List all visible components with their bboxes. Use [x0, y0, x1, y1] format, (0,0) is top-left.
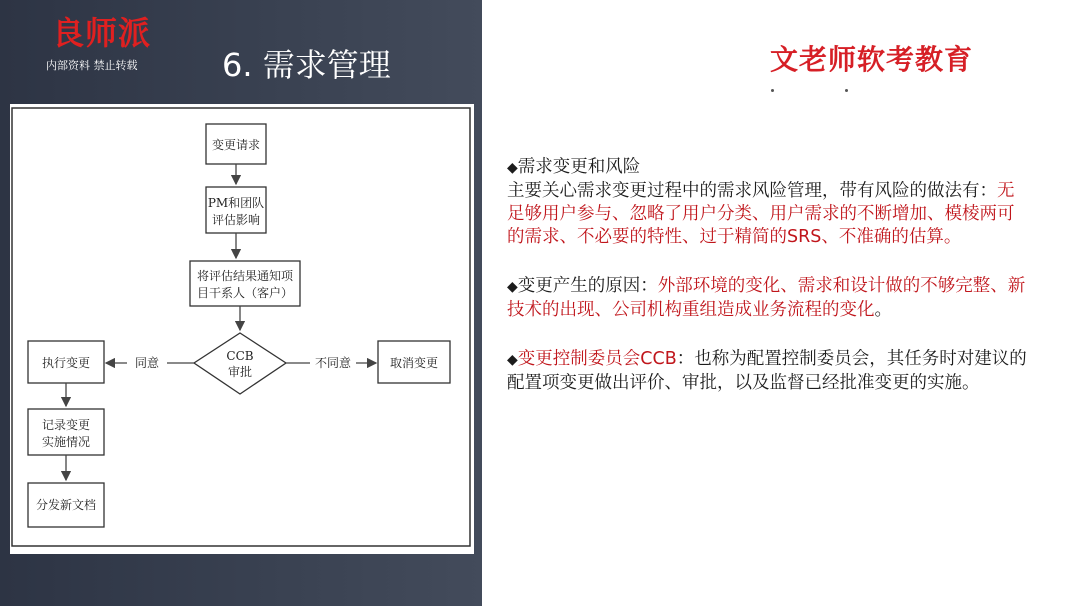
- p2-red-text: 外部环境的变化、需求和设计做的不够完整、新技术的出现、公司机构重组造成业务流程的变化: [507, 276, 1026, 320]
- label-execute: 执行变更: [41, 356, 91, 370]
- p2-text: 变更产生的原因：: [517, 276, 658, 296]
- label-disagree: 不同意: [314, 356, 352, 370]
- teacher-brand: 文老师软考教育: [770, 43, 974, 76]
- label-change-request: 变更请求: [211, 138, 261, 152]
- p1-heading: 需求变更和风险: [517, 157, 641, 177]
- decorative-dot: [771, 89, 774, 92]
- flowchart-frame: [12, 108, 470, 546]
- p2-end: 。: [874, 300, 892, 320]
- paragraph-requirement-change-risk: [507, 156, 1027, 249]
- label-assess-1: PM和团队: [207, 196, 265, 210]
- p3-text: ：也称为配置控制委员会，其任务时对建议的配置项变更做出评价、审批，以及监督已经批准变更的实施。: [507, 349, 1027, 393]
- label-record-2: 实施情况: [41, 435, 91, 449]
- label-notify-2: 目干系人（客户）: [196, 286, 294, 300]
- decorative-dot: [845, 89, 848, 92]
- diamond-ccb-approval: [194, 333, 286, 394]
- label-notify-1: 将评估结果通知项: [196, 269, 294, 283]
- bullet-diamond: ◆: [507, 279, 518, 295]
- paragraph-change-causes: [507, 275, 1027, 322]
- slide-title: 6. 需求管理: [222, 46, 391, 84]
- bullet-diamond: ◆: [507, 160, 518, 176]
- label-cancel: 取消变更: [389, 356, 439, 370]
- p3-red-text: 变更控制委员会CCB: [517, 349, 677, 369]
- brand-logo-text: 良师派: [52, 14, 152, 52]
- label-ccb: CCB: [226, 349, 254, 363]
- paragraph-ccb: [507, 348, 1027, 395]
- label-record-1: 记录变更: [41, 418, 91, 432]
- label-agree: 同意: [134, 356, 160, 370]
- label-assess-2: 评估影响: [211, 213, 261, 227]
- label-distribute: 分发新文档: [35, 498, 97, 512]
- change-process-flowchart: [10, 104, 474, 554]
- label-approval: 审批: [227, 365, 253, 379]
- p1-text: 主要关心需求变更过程中的需求风险管理，带有风险的做法有：: [507, 181, 997, 201]
- brand-subtitle: 内部资料 禁止转载: [46, 59, 138, 72]
- p1-red-text: 无足够用户参与、忽略了用户分类、用户需求的不断增加、模棱两可的需求、不必要的特性、过于精简的SRS、不准确的估算。: [507, 181, 1015, 247]
- bullet-diamond: ◆: [507, 352, 518, 368]
- content-text: [507, 156, 1027, 421]
